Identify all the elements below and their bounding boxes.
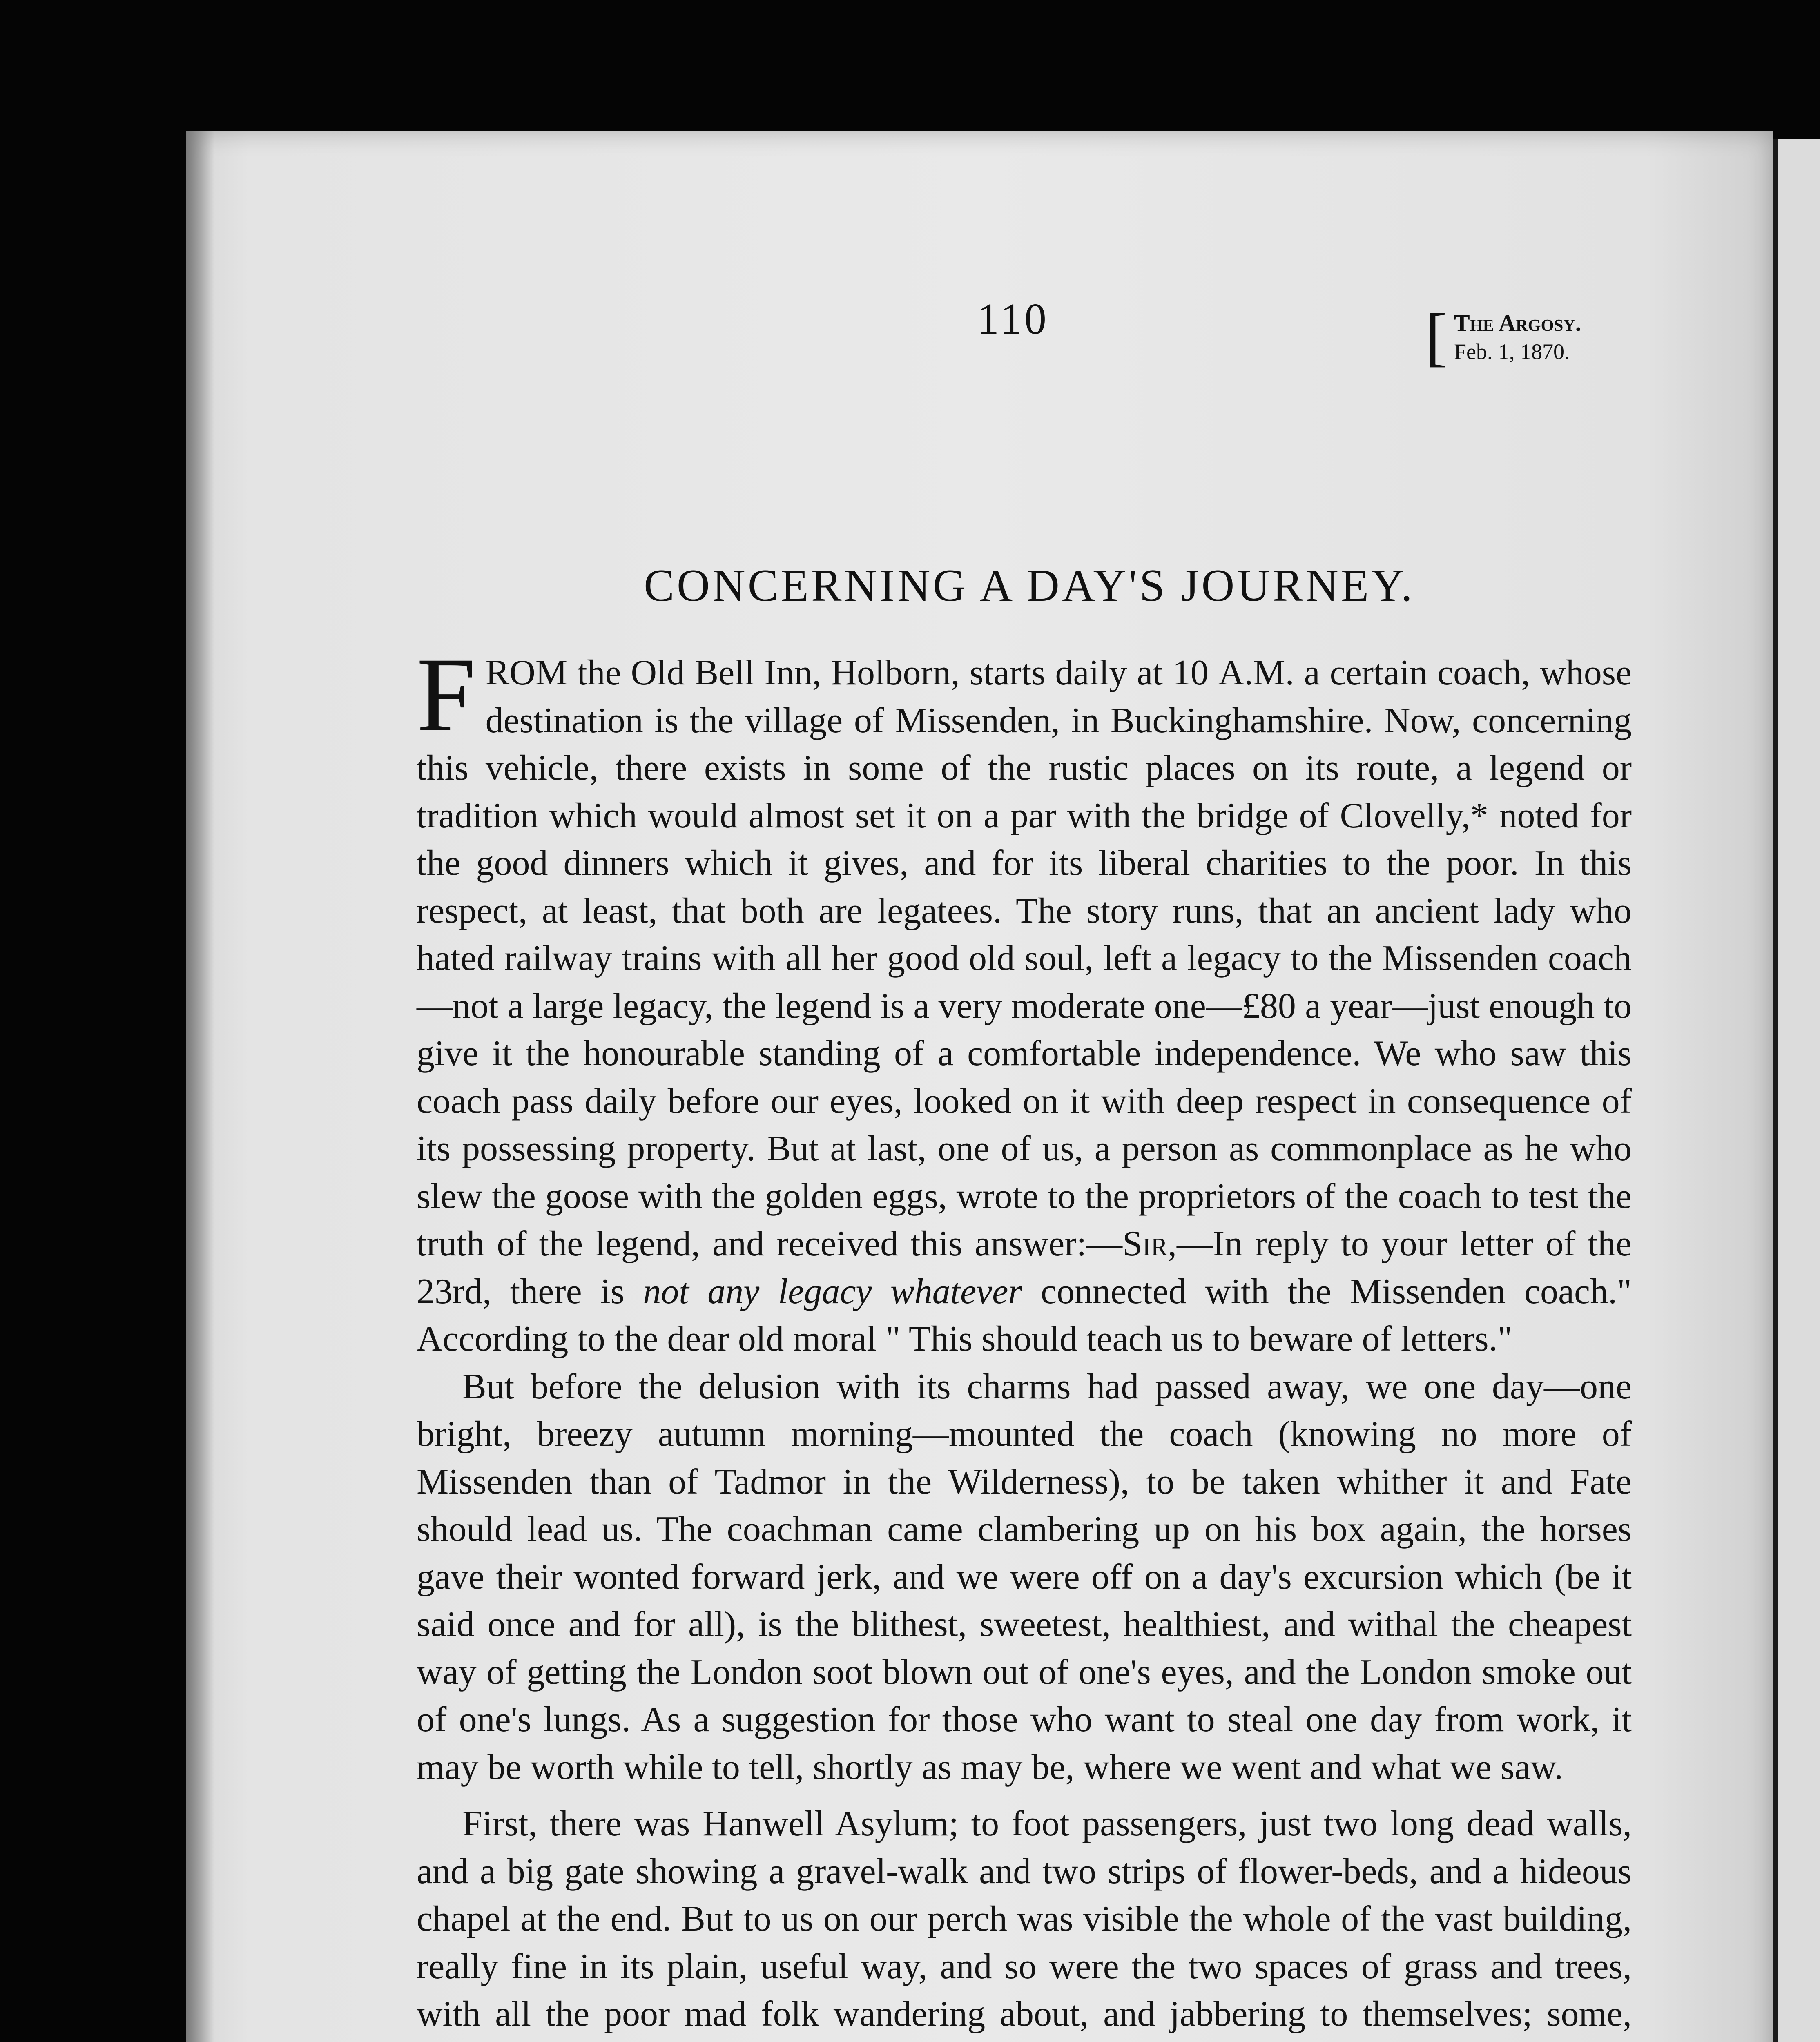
running-head-date: Feb. 1, 1870.: [1454, 339, 1570, 364]
paragraph-1-text: a certain coach, whose destination is the village of Missenden, in Buckinghamshire. Now, concerning this vehicle, there exists in some of the rustic places on its route, a legend or tradition which would almost set it on a par with the bridge of Clovelly,* noted for the good dinners which it gives, and for its liberal charities to the poor. In this respect, at least, that both are legatees. The story runs, that an ancient lady who hated railway trains with all her good old soul, left a legacy to the Missenden coach—not a large legacy, the legend is a very moderate one—£80 a year—just enough to give it the honourable standing of a comfortable independence. We who saw this coach pass daily before our eyes, looked on it with deep respect in consequence of its possessing property. But at last, one of us, a person as commonplace as he who slew the goose with the golden eggs, wrote to the proprietors of the coach to test the truth of the legend, and received this answer:—: [417, 653, 1632, 1264]
page-gutter-shadow: [186, 131, 214, 2042]
paragraph-3: First, there was Hanwell Asylum; to foot passengers, just two long dead walls, and a big gate showing a gravel-walk and two strips of flower-beds, and a hideous chapel at the end. But to us on our perch was visible the whole of the vast building, really fine in its plain, useful way, and so were the two spaces of grass and trees, with all the poor mad folk wandering about, and jabbering to themselves; some,: [417, 1804, 1632, 2034]
paragraph-1-text: ,—In reply to your letter of the 23rd, there is: [417, 1224, 1632, 1311]
time-abbreviation: A.M.: [1218, 653, 1294, 693]
emphasis: not any legacy whatever: [643, 1271, 1022, 1311]
paragraph-2: But before the delusion with its charms had passed away, we one day—one bright, breezy autumn morning—mounted the coach (knowing no more of Missenden than of Tadmor in the Wilderness), to be taken whither it and Fate should lead us. The coachman came clambering up on his box again, the horses gave their wonted forward jerk, and we were off on a day's excursion which (be it said once and for all), is the blithest, sweetest, healthiest, and withal the cheapest way of getting the London soot blown out of one's eyes, and the London smoke out of one's lungs. As a suggestion for those who want to steal one day from work, it may be worth while to tell, shortly as may be, where we went and what we saw.: [417, 1367, 1632, 1787]
paragraph-1-text: ROM the Old Bell Inn, Holborn, starts daily at 10: [485, 653, 1218, 693]
running-head-bracket: [: [1425, 300, 1448, 373]
article-body: [417, 636, 1632, 2042]
running-head-publication: The Argosy.: [1454, 310, 1581, 336]
drop-cap: F: [417, 636, 476, 753]
adjacent-page-edge: [1773, 139, 1820, 2042]
page-number: 110: [977, 295, 1049, 343]
article-title: CONCERNING A DAY'S JOURNEY.: [644, 560, 1415, 611]
paragraph-1-text: connected with the Missenden coach." According to the dear old moral " This should teach us to beware of letters.": [417, 1271, 1632, 1359]
paragraph-1: [417, 636, 1632, 1363]
salutation: Sir: [1122, 1224, 1168, 1264]
